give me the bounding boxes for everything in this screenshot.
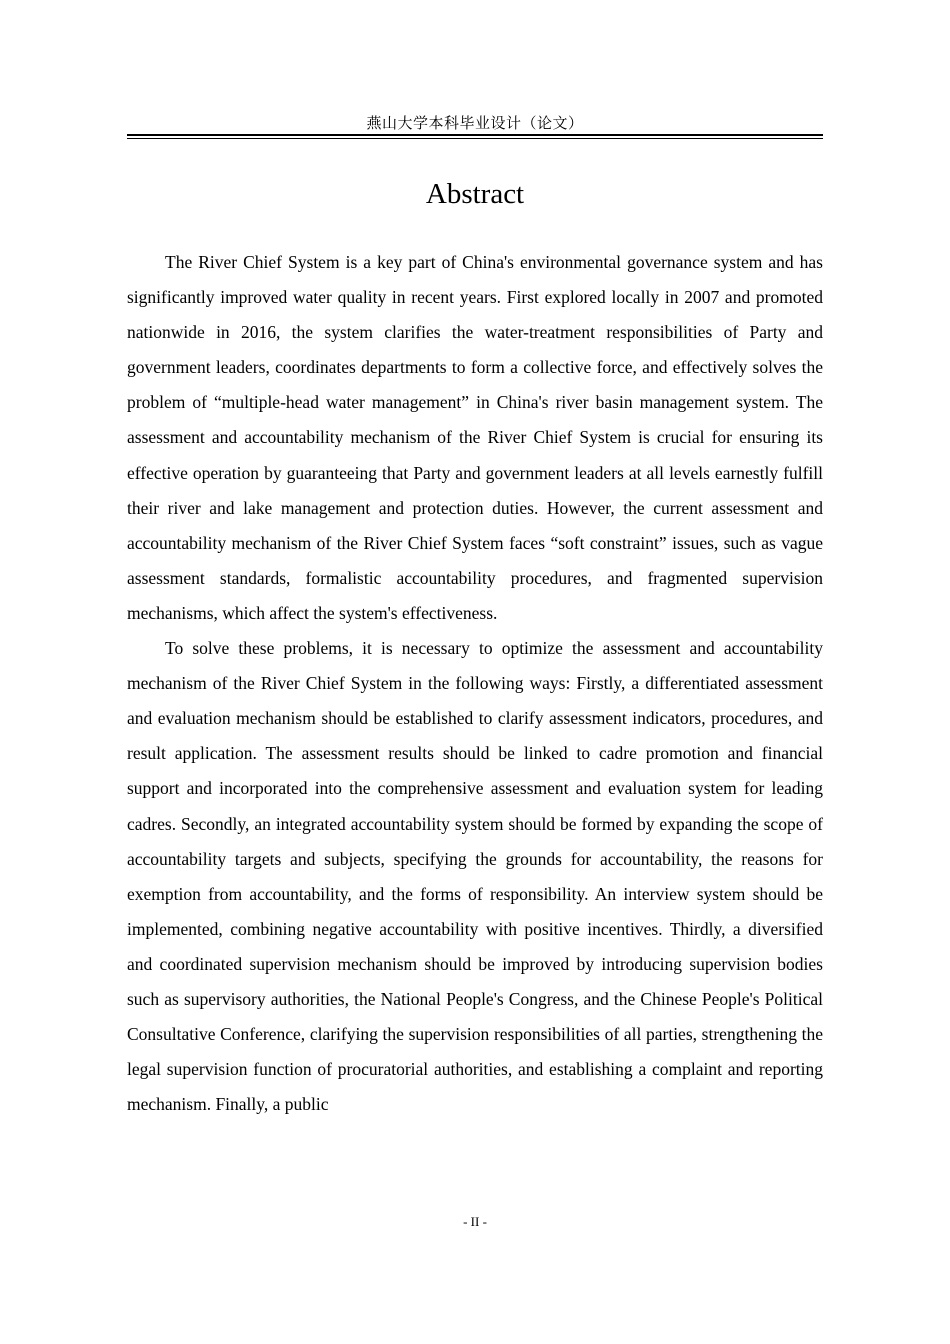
abstract-paragraph-2: To solve these problems, it is necessary to optimize the assessment and accountability mechanism of the River Chief System in the following ways: Firstly, a differentiated assessment and evaluation mechanism should be established to clarify assessment indicators, procedures, and result application. The assessment results should be linked to cadre promotion and financial support and incorporated into the comprehensive assessment and evaluation system for leading cadres. Secondly, an integrated accountability system should be formed by expanding the scope of accountability targets and subjects, specifying the grounds for accountability, the reasons for exemption from accountability, and the forms of responsibility. An interview system should be implemented, combining negative accountability with positive incentives. Thirdly, a diversified and coordinated supervision mechanism should be improved by introducing supervision bodies such as supervisory authorities, the National People's Congress, and the Chinese People's Political Consultative Conference, clarifying the supervision responsibilities of all parties, strengthening the legal supervision function of procuratorial authorities, and establishing a complaint and reporting mechanism. Finally, a public [127, 638, 823, 1115]
running-header: 燕山大学本科毕业设计（论文） [366, 114, 584, 132]
abstract-body [127, 245, 823, 1122]
header-rule-thick [127, 134, 823, 136]
abstract-title: Abstract [425, 178, 525, 210]
abstract-paragraph-1: The River Chief System is a key part of China's environmental governance system and has significantly improved water quality in recent years. First explored locally in 2007 and promoted nationwide in 2016, the system clarifies the water-treatment responsibilities of Party and government leaders, coordinates departments to form a collective force, and effectively solves the problem of “multiple-head water management” in China's river basin management system. The assessment and accountability mechanism of the River Chief System is crucial for ensuring its effective operation by guaranteeing that Party and government leaders at all levels earnestly fulfill their river and lake management and protection duties. However, the current assessment and accountability mechanism of the River Chief System faces “soft constraint” issues, such as vague assessment standards, formalistic accountability procedures, and fragmented supervision mechanisms, which affect the system's effectiveness. [127, 252, 823, 623]
page-number: - II - [463, 1214, 487, 1229]
header-rule-thin [127, 138, 823, 139]
